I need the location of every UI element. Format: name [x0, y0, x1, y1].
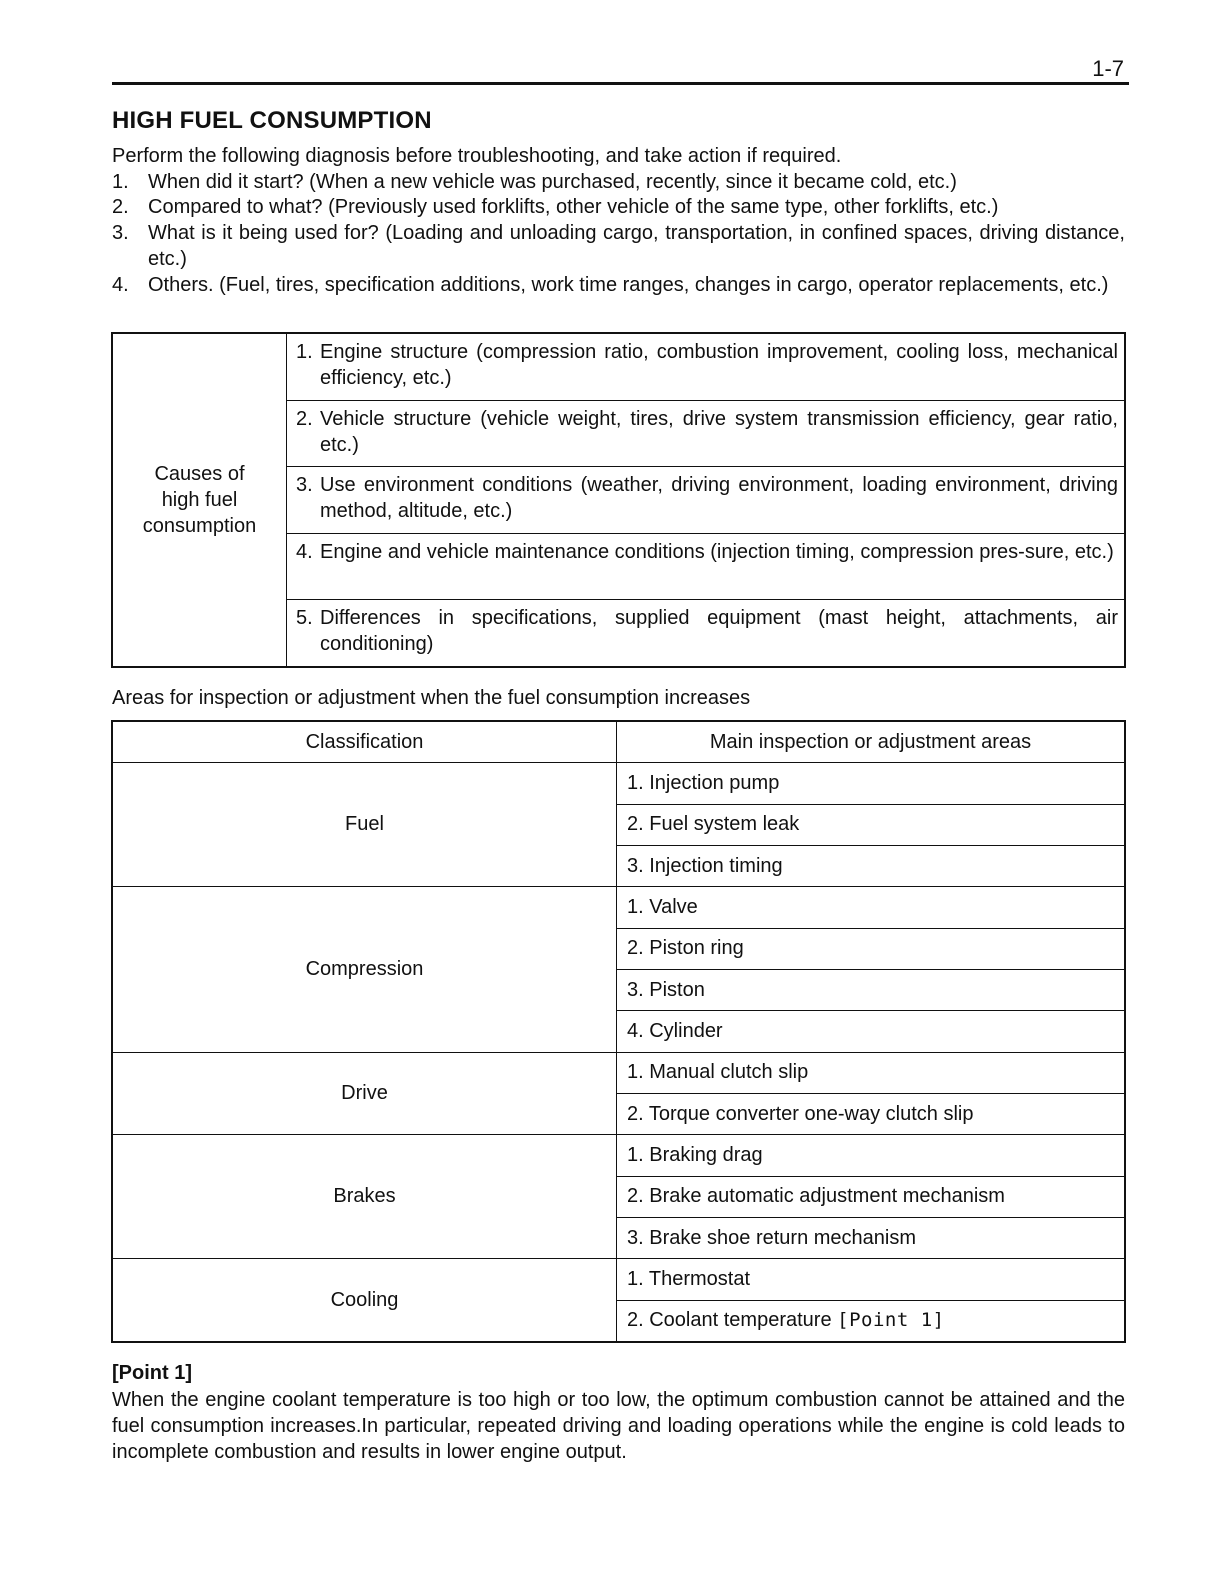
classification-cell: Compression [112, 887, 617, 1052]
inspection-areas-table [111, 720, 1126, 1343]
item-number: 3. [112, 222, 129, 245]
classification-header: Classification [112, 721, 617, 763]
point-text: When the engine coolant temperature is too high or too low, the optimum combustion cannot be attained and the fuel consumption increases.In particular, repeated driving and loading operations while the engine is cold leads to incomplete combustion and results in lower engine output. [112, 1389, 1125, 1463]
area-cell: 1. Injection pump [617, 763, 1126, 804]
item-text: Others. (Fuel, tires, specification additions, work time ranges, changes in cargo, operator replacements, etc.) [148, 273, 1109, 296]
area-cell: 1. Braking drag [617, 1135, 1126, 1176]
area-cell: 2. Piston ring [617, 928, 1126, 969]
diagnosis-list [112, 170, 1125, 299]
cause-cell [287, 533, 1126, 600]
cause-number: 4. [296, 540, 313, 563]
cause-text: Use environment conditions (weather, driving environment, loading environment, driving method, altitude, etc.) [320, 474, 1118, 523]
causes-label-line: Causes of [154, 463, 245, 485]
item-number: 2. [112, 196, 129, 219]
diagnosis-item [112, 273, 1125, 299]
causes-label-line: consumption [142, 515, 257, 537]
table-row [112, 1135, 1125, 1176]
causes-table [111, 332, 1126, 668]
classification-cell: Drive [112, 1052, 617, 1135]
classification-cell: Brakes [112, 1135, 617, 1259]
item-number: 1. [112, 170, 129, 193]
area-cell: 2. Fuel system leak [617, 804, 1126, 845]
area-cell: 1. Thermostat [617, 1259, 1126, 1300]
item-text: What is it being used for? (Loading and unloading cargo, transportation, in confined spaces, driving distance, etc.) [148, 222, 1125, 270]
areas-caption: Areas for inspection or adjustment when the fuel consumption increases [112, 687, 751, 709]
diagnosis-item [112, 195, 1125, 221]
cause-number: 1. [296, 341, 313, 363]
cause-cell [287, 467, 1126, 534]
table-row [112, 763, 1125, 804]
table-row [112, 887, 1125, 928]
cause-cell [287, 400, 1126, 467]
point-heading: [Point 1] [112, 1362, 192, 1384]
cause-text: Engine structure (compression ratio, combustion improvement, cooling loss, mechanical efficiency, etc.) [320, 341, 1118, 389]
causes-label [112, 333, 287, 667]
intro-section [112, 144, 1125, 298]
area-cell: 1. Valve [617, 887, 1126, 928]
areas-header: Main inspection or adjustment areas [617, 721, 1126, 763]
area-cell: 1. Manual clutch slip [617, 1052, 1126, 1093]
intro-lead: Perform the following diagnosis before troubleshooting, and take action if required. [112, 145, 842, 167]
area-cell: 3. Brake shoe return mechanism [617, 1217, 1126, 1258]
area-text: 2. Coolant temperature [627, 1309, 832, 1332]
cause-text: Engine and vehicle maintenance conditions (injection timing, compression pres-sure, etc.) [320, 540, 1114, 563]
area-cell: 3. Injection timing [617, 845, 1126, 886]
cause-number: 2. [296, 407, 313, 430]
table-header-row [112, 721, 1125, 763]
area-cell: 2. Torque converter one-way clutch slip [617, 1093, 1126, 1134]
cause-text: Differences in specifications, supplied equipment (mast height, attachments, air conditioning) [320, 607, 1118, 656]
cause-number: 3. [296, 474, 313, 497]
cause-number: 5. [296, 607, 313, 630]
section-title: HIGH FUEL CONSUMPTION [112, 107, 432, 134]
table-row [112, 1259, 1125, 1300]
diagnosis-item [112, 221, 1125, 272]
area-cell: 2. Brake automatic adjustment mechanism [617, 1176, 1126, 1217]
cause-cell [287, 600, 1126, 667]
classification-cell: Fuel [112, 763, 617, 887]
causes-label-line: high fuel [161, 489, 238, 511]
point-reference: [Point 1] [837, 1309, 945, 1332]
area-cell [617, 1300, 1126, 1342]
item-text: Compared to what? (Previously used forklifts, other vehicle of the same type, other forklifts, etc.) [148, 196, 999, 219]
table-row [112, 1052, 1125, 1093]
page-number: 1-7 [1092, 56, 1124, 81]
cause-cell [287, 333, 1126, 400]
classification-cell: Cooling [112, 1259, 617, 1342]
cause-text: Vehicle structure (vehicle weight, tires, drive system transmission efficiency, gear ratio, etc.) [320, 407, 1118, 456]
area-cell: 4. Cylinder [617, 1011, 1126, 1052]
header-rule [112, 82, 1129, 85]
diagnosis-item [112, 170, 1125, 196]
area-cell: 3. Piston [617, 969, 1126, 1010]
item-number: 4. [112, 273, 129, 296]
item-text: When did it start? (When a new vehicle was purchased, recently, since it became cold, etc.) [148, 170, 957, 193]
